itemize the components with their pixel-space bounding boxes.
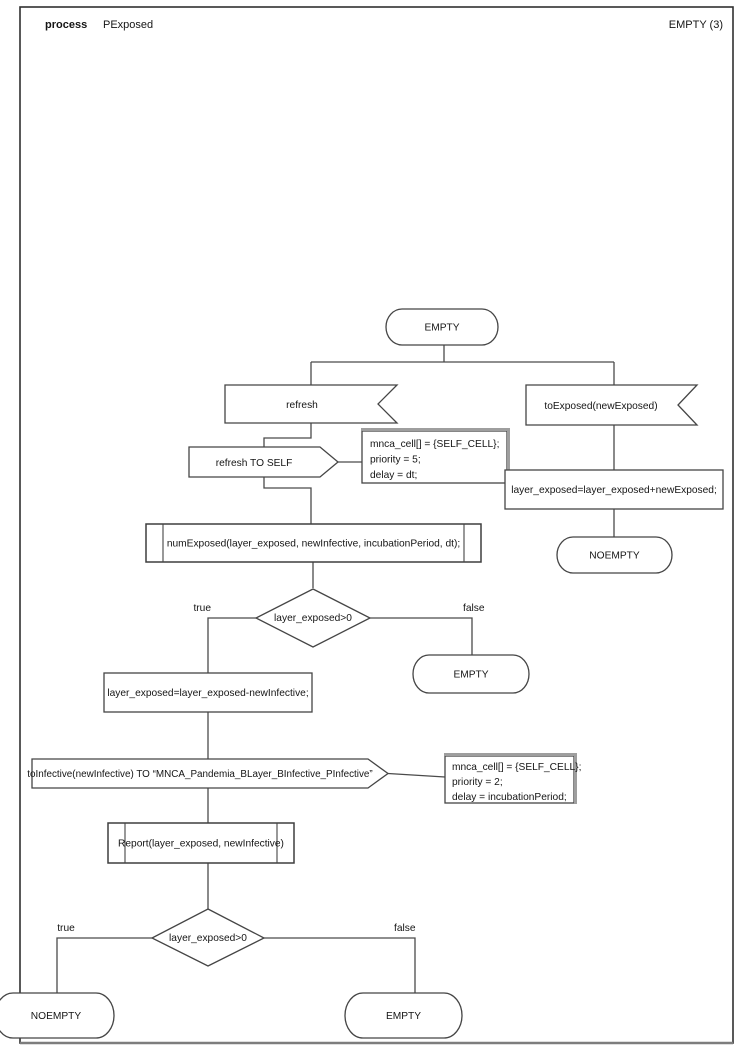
state-start-empty[interactable] bbox=[386, 309, 498, 345]
comment-toinfective[interactable] bbox=[444, 755, 581, 805]
state-empty-bottom[interactable] bbox=[345, 993, 462, 1038]
output-toinfective[interactable] bbox=[27, 759, 388, 788]
output-refresh-to-self[interactable] bbox=[189, 447, 338, 477]
comment-line: mnca_cell[] = {SELF_CELL}; bbox=[370, 439, 500, 450]
signal-output-label: toInfective(newInfective) TO “MNCA_Pandemia_BLayer_BInfective_PInfective” bbox=[27, 769, 373, 780]
decision-condition: layer_exposed>0 bbox=[274, 613, 352, 624]
signal-input-label: toExposed(newExposed) bbox=[544, 401, 658, 412]
state-noempty-right[interactable] bbox=[557, 537, 672, 573]
procedure-label: numExposed(layer_exposed, newInfective, incubationPeriod, dt); bbox=[166, 538, 461, 550]
task-subtract[interactable] bbox=[104, 673, 312, 712]
decision-condition: layer_exposed>0 bbox=[169, 933, 247, 944]
signal-output-label: refresh TO SELF bbox=[215, 458, 293, 469]
task-add-exposed[interactable] bbox=[505, 470, 723, 509]
signal-input-label: refresh bbox=[286, 400, 318, 411]
state-noempty-bottom[interactable] bbox=[0, 993, 114, 1038]
state-label: NOEMPTY bbox=[30, 1011, 82, 1022]
call-report[interactable] bbox=[108, 823, 294, 863]
process-name: PExposed bbox=[103, 19, 154, 31]
process-keyword: process bbox=[45, 19, 88, 31]
state-label: EMPTY bbox=[424, 322, 460, 334]
comment-line: priority = 5; bbox=[370, 454, 421, 466]
comment-line: priority = 2; bbox=[452, 777, 503, 788]
comment-line: delay = dt; bbox=[370, 470, 418, 481]
input-toexposed[interactable] bbox=[526, 385, 697, 425]
branch-true-label: true bbox=[57, 923, 75, 934]
task-label: layer_exposed=layer_exposed+newExposed; bbox=[511, 485, 717, 496]
comment-line: mnca_cell[] = {SELF_CELL}; bbox=[452, 762, 582, 773]
branch-true-label: true bbox=[193, 603, 211, 614]
branch-false-label: false bbox=[394, 923, 416, 934]
state-label: EMPTY bbox=[453, 669, 489, 681]
input-refresh[interactable] bbox=[225, 385, 397, 423]
task-label: layer_exposed=layer_exposed-newInfective; bbox=[107, 688, 309, 699]
call-numexposed[interactable] bbox=[146, 524, 481, 562]
state-empty-false[interactable] bbox=[413, 655, 529, 693]
state-label: EMPTY bbox=[385, 1011, 422, 1022]
procedure-label: Report(layer_exposed, newInfective) bbox=[118, 838, 284, 850]
state-label: NOEMPTY bbox=[589, 550, 640, 562]
comment-line: delay = incubationPeriod; bbox=[452, 792, 567, 803]
branch-false-label: false bbox=[463, 603, 485, 614]
comment-refresh[interactable] bbox=[361, 430, 509, 485]
page-reference: EMPTY (3) bbox=[668, 19, 723, 31]
